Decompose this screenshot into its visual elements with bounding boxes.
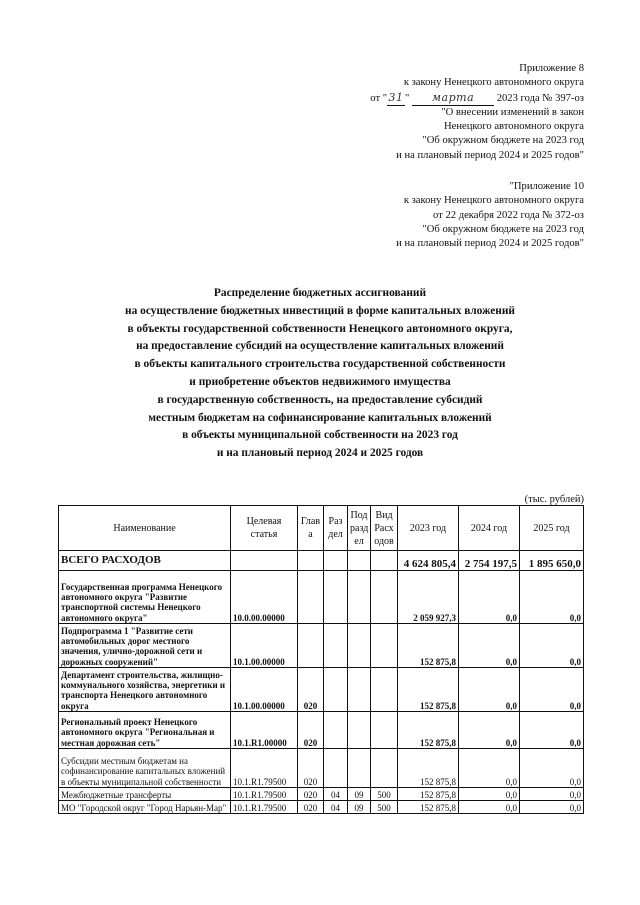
cell-y2023: 4 624 805,4 [398, 551, 459, 571]
budget-period-2: и на плановый период 2024 и 2025 годов" [396, 238, 584, 250]
appendix-10-header [396, 180, 584, 251]
cell-glava: 020 [298, 668, 324, 712]
cell-name: ВСЕГО РАСХОДОВ [59, 551, 231, 571]
budget-title-2: "Об окружном бюджете на 2023 год [422, 223, 584, 235]
handwritten-day: 31 [387, 91, 405, 106]
cell-vid [371, 712, 398, 749]
table-row [59, 571, 584, 624]
budget-table [58, 505, 584, 814]
amendment-title-2: Ненецкого автономного округа [444, 121, 584, 133]
cell-razdel [324, 551, 348, 571]
cell-target: 10.0.00.00000 [231, 571, 298, 624]
date-prefix: от " [370, 92, 388, 104]
cell-razdel [324, 571, 348, 624]
cell-target: 10.1.00.00000 [231, 624, 298, 668]
cell-y2024: 0,0 [459, 749, 520, 788]
law-date-2: от 22 декабря 2022 года № 372-оз [433, 209, 584, 221]
total-row [59, 551, 584, 571]
date-suffix: 2023 года № 397-оз [496, 92, 584, 104]
cell-y2023: 152 875,8 [398, 712, 459, 749]
col-2023: 2023 год [398, 506, 459, 551]
cell-podrazdel [348, 624, 371, 668]
cell-y2025: 0,0 [520, 788, 584, 801]
cell-vid: 500 [371, 788, 398, 801]
cell-vid: 500 [371, 801, 398, 814]
cell-glava [298, 551, 324, 571]
title-line: на осуществление бюджетных инвестиций в форме капитальных вложений [125, 304, 515, 317]
cell-podrazdel [348, 749, 371, 788]
title-line: в государственную собственность, на предоставление субсидий [157, 393, 483, 406]
col-2024: 2024 год [459, 506, 520, 551]
cell-razdel [324, 668, 348, 712]
cell-y2024: 0,0 [459, 624, 520, 668]
table-row [59, 668, 584, 712]
cell-target: 10.1.R1.79500 [231, 801, 298, 814]
appendix-8-label: Приложение 8 [519, 63, 584, 74]
cell-y2023: 152 875,8 [398, 624, 459, 668]
cell-podrazdel: 09 [348, 788, 371, 801]
cell-y2025: 0,0 [520, 712, 584, 749]
document-title [0, 285, 640, 463]
cell-razdel [324, 624, 348, 668]
cell-y2024: 0,0 [459, 788, 520, 801]
cell-y2024: 0,0 [459, 801, 520, 814]
cell-glava: 020 [298, 712, 324, 749]
cell-podrazdel [348, 551, 371, 571]
cell-y2024: 2 754 197,5 [459, 551, 520, 571]
cell-vid [371, 668, 398, 712]
cell-name: МО "Городской округ "Город Нарьян-Мар" [59, 801, 231, 814]
law-date-line [370, 91, 584, 106]
cell-vid [371, 624, 398, 668]
cell-name: Межбюджетные трансферты [59, 788, 231, 801]
cell-target: 10.1.R1.00000 [231, 712, 298, 749]
cell-glava: 020 [298, 788, 324, 801]
cell-y2023: 152 875,8 [398, 801, 459, 814]
cell-name: Региональный проект Ненецкого автономного округа "Региональная и местная дорожная сеть" [59, 712, 231, 749]
cell-y2025: 1 895 650,0 [520, 551, 584, 571]
col-name: Наименование [59, 506, 231, 551]
cell-target: 10.1.R1.79500 [231, 749, 298, 788]
cell-target [231, 551, 298, 571]
cell-target: 10.1.R1.79500 [231, 788, 298, 801]
table-row [59, 624, 584, 668]
cell-y2024: 0,0 [459, 668, 520, 712]
table-row [59, 749, 584, 788]
cell-target: 10.1.00.00000 [231, 668, 298, 712]
cell-y2023: 152 875,8 [398, 668, 459, 712]
cell-y2025: 0,0 [520, 571, 584, 624]
cell-y2023: 152 875,8 [398, 749, 459, 788]
budget-period: и на плановый период 2024 и 2025 годов" [396, 149, 584, 161]
title-line: в объекты капитального строительства государственной собственности [134, 358, 506, 371]
table-row [59, 788, 584, 801]
col-razdel: Раз дел [324, 506, 348, 551]
title-line: на предоставление субсидий на осуществление капитальных вложений [136, 340, 504, 353]
law-reference-2: к закону Ненецкого автономного округа [403, 195, 584, 207]
cell-y2025: 0,0 [520, 624, 584, 668]
cell-y2025: 0,0 [520, 801, 584, 814]
cell-glava: 020 [298, 749, 324, 788]
law-reference: к закону Ненецкого автономного округа [403, 77, 584, 89]
title-line: и на плановый период 2024 и 2025 годов [216, 447, 424, 460]
units-label: (тыс. рублей) [524, 494, 584, 505]
amendment-title: "О внесении изменений в закон [441, 106, 584, 118]
cell-y2025: 0,0 [520, 749, 584, 788]
col-podrazdel: Под разд ел [348, 506, 371, 551]
title-line: и приобретение объектов недвижимого имущества [189, 375, 451, 388]
cell-podrazdel [348, 712, 371, 749]
cell-y2023: 152 875,8 [398, 788, 459, 801]
date-quote: " [405, 92, 410, 104]
table-row [59, 801, 584, 814]
col-target: Целевая статья [231, 506, 298, 551]
cell-razdel [324, 749, 348, 788]
col-2025: 2025 год [520, 506, 584, 551]
cell-glava [298, 624, 324, 668]
cell-y2025: 0,0 [520, 668, 584, 712]
cell-name: Государственная программа Ненецкого автономного округа "Развитие транспортной системы Ненецкого автономного округа" [59, 571, 231, 624]
cell-podrazdel: 09 [348, 801, 371, 814]
cell-vid [371, 571, 398, 624]
title-line: в объекты государственной собственности Ненецкого автономного округа, [127, 322, 513, 335]
title-line: местным бюджетам на софинансирование капитальных вложений [148, 411, 492, 424]
col-glava: Глав а [298, 506, 324, 551]
cell-glava: 020 [298, 801, 324, 814]
cell-podrazdel [348, 571, 371, 624]
cell-vid [371, 551, 398, 571]
cell-name: Департамент строительства, жилищно-коммунального хозяйства, энергетики и транспорта Ненецкого автономного округа [59, 668, 231, 712]
col-vid: Вид Расх одов [371, 506, 398, 551]
handwritten-month: марта [412, 91, 494, 106]
cell-razdel: 04 [324, 801, 348, 814]
cell-name: Субсидии местным бюджетам на софинансирование капитальных вложений в объекты муниципальной собственности [59, 749, 231, 788]
cell-glava [298, 571, 324, 624]
cell-podrazdel [348, 668, 371, 712]
title-line: в объекты муниципальной собственности на 2023 год [182, 429, 458, 442]
title-line: Распределение бюджетных ассигнований [213, 287, 427, 299]
cell-razdel [324, 712, 348, 749]
cell-vid [371, 749, 398, 788]
cell-razdel: 04 [324, 788, 348, 801]
appendix-8-header [370, 62, 584, 163]
cell-name: Подпрограмма 1 "Развитие сети автомобильных дорог местного значения, улично-дорожной сети и дорожных сооружений" [59, 624, 231, 668]
table-row [59, 712, 584, 749]
budget-title: "Об окружном бюджете на 2023 год [422, 135, 584, 147]
cell-y2023: 2 059 927,3 [398, 571, 459, 624]
appendix-10-label: "Приложение 10 [509, 181, 584, 192]
table-header-row [59, 506, 584, 551]
cell-y2024: 0,0 [459, 712, 520, 749]
cell-y2024: 0,0 [459, 571, 520, 624]
